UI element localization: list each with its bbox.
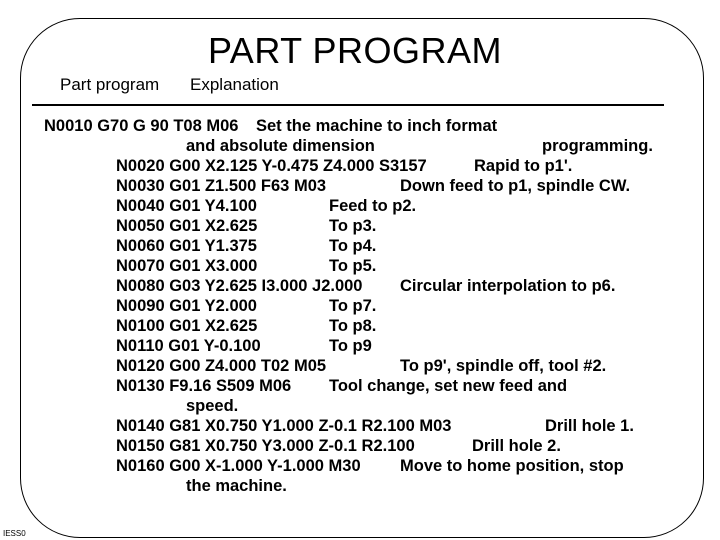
line-code: N0110 G01 Y-0.100 — [116, 337, 261, 355]
line-code: N0040 G01 Y4.100 — [116, 197, 257, 215]
line-code: N0120 G00 Z4.000 T02 M05 — [116, 357, 327, 375]
line-code: N0100 G01 X2.625 — [116, 317, 258, 335]
line-code: N0140 G81 X0.750 Y1.000 Z-0.1 R2.100 M03 — [116, 417, 452, 435]
line-code: N0020 G00 X2.125 Y-0.475 Z4.000 S3157 — [116, 157, 427, 175]
line-explanation: Move to home position, stop — [400, 457, 624, 475]
line-explanation: Set the machine to inch format — [256, 117, 498, 135]
line-code: N0090 G01 Y2.000 — [116, 297, 257, 315]
line-code: N0160 G00 X-1.000 Y-1.000 M30 — [116, 457, 361, 475]
line-code: N0070 G01 X3.000 — [116, 257, 258, 275]
line-explanation: Rapid to p1'. — [474, 157, 573, 175]
line-explanation: Circular interpolation to p6. — [400, 277, 616, 295]
line-explanation: Drill hole 2. — [472, 437, 561, 455]
line-explanation: Feed to p2. — [329, 197, 417, 215]
line-code: N0130 F9.16 S509 M06 — [116, 377, 292, 395]
column-header-part-program: Part program — [60, 75, 160, 94]
line-explanation: Drill hole 1. — [545, 417, 634, 435]
line-code: N0150 G81 X0.750 Y3.000 Z-0.1 R2.100 — [116, 437, 415, 455]
line-explanation: Tool change, set new feed and — [329, 377, 568, 395]
line-explanation: To p9 — [329, 337, 372, 355]
footer-label: IESS0 — [3, 529, 26, 538]
line-code: N0080 G03 Y2.625 I3.000 J2.000 — [116, 277, 363, 295]
line-explanation: To p3. — [329, 217, 377, 235]
line-code: N0030 G01 Z1.500 F63 M03 — [116, 177, 327, 195]
line-explanation: To p7. — [329, 297, 377, 315]
line-code: and absolute dimension — [186, 137, 375, 155]
line-code: speed. — [186, 397, 239, 415]
column-header-explanation: Explanation — [190, 75, 279, 94]
line-explanation: To p9', spindle off, tool #2. — [400, 357, 607, 375]
line-explanation: Down feed to p1, spindle CW. — [400, 177, 631, 195]
line-code: N0050 G01 X2.625 — [116, 217, 258, 235]
line-code: N0060 G01 Y1.375 — [116, 237, 257, 255]
line-code: N0010 G70 G 90 T08 M06 — [44, 117, 239, 135]
header-divider — [32, 104, 664, 106]
line-code: the machine. — [186, 477, 287, 495]
page-title: PART PROGRAM — [207, 30, 503, 71]
program-line — [44, 116, 238, 136]
line-explanation: programming. — [542, 137, 653, 155]
line-explanation: To p5. — [329, 257, 377, 275]
line-explanation: To p4. — [329, 237, 377, 255]
line-explanation: To p8. — [329, 317, 377, 335]
